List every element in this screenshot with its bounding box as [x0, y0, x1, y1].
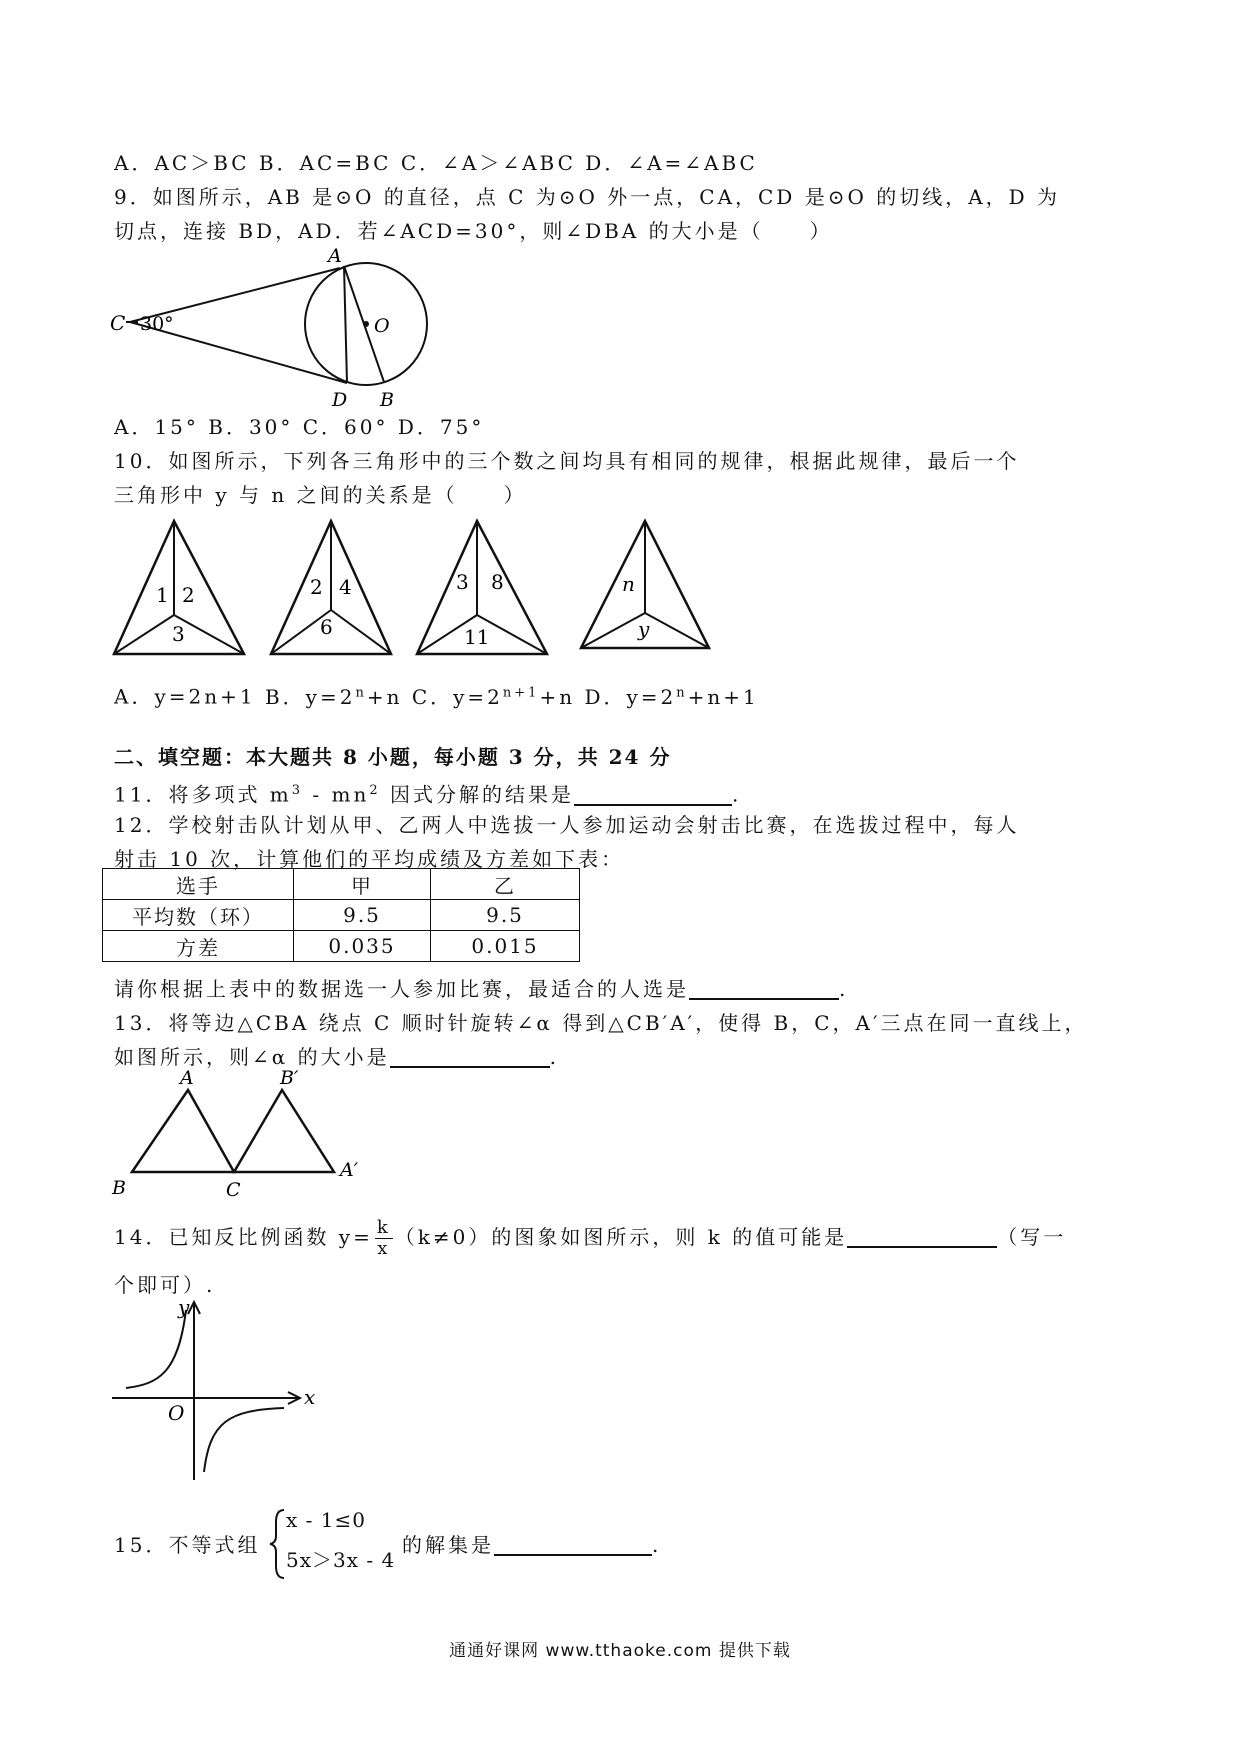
q12-text-line3: 请你根据上表中的数据选一人参加比赛，最适合的人选是 . — [114, 977, 849, 1001]
q10-t3-bottom: 11 — [464, 625, 490, 649]
q10-options — [114, 680, 759, 710]
q10-t2-right: 4 — [339, 575, 352, 599]
q10-triangle-2 — [271, 521, 391, 654]
q11-text: 11．将多项式 $m^3 - mn^2$ 因式分解的结果是 . — [114, 782, 742, 807]
q9-text-line2: 切点，连接 BD，AD．若∠ACD=30°，则∠DBA 的大小是（ ） — [114, 219, 833, 243]
section2-heading: 二、填空题：本大题共 8 小题，每小题 3 分，共 24 分 — [114, 745, 672, 769]
q11-answer-blank[interactable] — [574, 782, 732, 806]
q13-triangle-cba — [132, 1090, 234, 1172]
q9-label-b: B — [380, 389, 394, 411]
q8-options: A．AC＞BC B．AC=BC C．∠A＞∠ABC D．∠A=∠ABC — [114, 151, 758, 175]
q10-option-a: A．y=2n+1 — [114, 684, 256, 709]
q10-triangle-4 — [581, 521, 709, 648]
q10-text-line2: 三角形中 y 与 n 之间的关系是（ ） — [114, 483, 527, 507]
q10-triangle-1 — [114, 521, 244, 654]
q9-text-line1: 9．如图所示，AB 是⊙O 的直径，点 C 为⊙O 外一点，CA，CD 是⊙O 的切线，A，D 为 — [114, 185, 1061, 209]
table-cell: 平均数（环） — [103, 900, 294, 931]
q10-option-d: D．$y=2^n+n+1$ — [584, 684, 759, 709]
q13-answer-blank[interactable] — [390, 1044, 550, 1068]
q10-t3-left: 3 — [456, 570, 469, 594]
q13-label-b-prime: B′ — [280, 1067, 299, 1089]
q15-brace-icon — [268, 1508, 288, 1580]
q14-hyperbola-graph — [108, 1296, 328, 1482]
table-row — [103, 900, 580, 931]
table-cell: 9.5 — [431, 900, 580, 931]
q9-label-c: C — [110, 311, 126, 335]
q12-text-line2: 射击 10 次，计算他们的平均成绩及方差如下表： — [114, 847, 625, 871]
q10-t4-bottom: y — [638, 617, 650, 641]
q9-center-dot — [363, 321, 369, 327]
q10-t1-bottom: 3 — [172, 622, 185, 646]
table-cell: 9.5 — [294, 900, 431, 931]
q10-text-line1: 10．如图所示，下列各三角形中的三个数之间均具有相同的规律，根据此规律，最后一个 — [114, 449, 1020, 473]
q10-t2-bottom: 6 — [320, 615, 333, 639]
q14-text-line2: 个即可）. — [114, 1273, 216, 1297]
q9-label-o: O — [374, 315, 390, 337]
hyperbola-branch-upper-left — [126, 1310, 186, 1388]
q10-t1-left: 1 — [156, 583, 169, 607]
q10-t2-left: 2 — [310, 575, 323, 599]
table-cell: 甲 — [294, 869, 431, 900]
q13-label-a-prime: A′ — [340, 1159, 359, 1181]
page-footer: 通通好课网 www.tthaoke.com 提供下载 — [449, 1641, 791, 1661]
q14-text-line1: 14．已知反比例函数 y= $\frac{k}{x}$ （k≠0）的图象如图所示，则 k 的值可能是 （写一 — [114, 1217, 1067, 1259]
q9-label-a: A — [328, 245, 342, 267]
q10-triangle-3 — [417, 521, 547, 654]
table-cell: 0.015 — [431, 931, 580, 962]
table-row — [103, 931, 580, 962]
q10-t1-right: 2 — [182, 583, 195, 607]
q10-t3-right: 8 — [491, 570, 504, 594]
q10-triangles-figure — [110, 516, 720, 661]
hyperbola-branch-lower-right — [204, 1408, 284, 1472]
q15-label: 15．不等式组 — [114, 1533, 261, 1557]
q9-chord-ad — [344, 266, 347, 383]
q13-text-line1: 13．将等边△CBA 绕点 C 顺时针旋转∠α 得到△CB′A′，使得 B，C，A′三点在同一直线上， — [114, 1011, 1088, 1035]
q15-answer-blank[interactable] — [494, 1532, 652, 1556]
q13-triangle-cb2a2 — [234, 1090, 334, 1172]
q13-label-b: B — [112, 1177, 126, 1199]
q12-text-line1: 12．学校射击队计划从甲、乙两人中选拔一人参加运动会射击比赛，在选拔过程中，每人 — [114, 813, 1020, 837]
q14-fraction: $\frac{k}{x}$ — [376, 1217, 391, 1259]
table-cell: 0.035 — [294, 931, 431, 962]
q15-inequality-1: x - 1≤0 — [286, 1508, 366, 1532]
q10-option-c: C．$y=2^{n+1}+n$ — [411, 684, 576, 709]
q12-answer-blank[interactable] — [689, 976, 839, 1000]
q10-t4-left: n — [622, 572, 635, 596]
q9-label-angle: 30° — [140, 313, 174, 335]
table-row — [103, 869, 580, 900]
q15-inequality-2: 5x＞3x - 4 — [286, 1548, 396, 1572]
q13-rotation-figure — [108, 1066, 378, 1206]
q13-text-line2: 如图所示，则∠α 的大小是 . — [114, 1045, 559, 1069]
q9-circle-tangent-figure — [100, 244, 450, 414]
q13-label-a: A — [180, 1067, 194, 1089]
table-cell: 乙 — [431, 869, 580, 900]
table-cell: 方差 — [103, 931, 294, 962]
graph-label-y: y — [178, 1296, 190, 1319]
graph-label-o: O — [168, 1401, 185, 1425]
q15-text-tail: 的解集是 . — [402, 1533, 662, 1557]
table-cell: 选手 — [103, 869, 294, 900]
q9-label-d: D — [332, 389, 348, 411]
graph-label-x: x — [304, 1385, 316, 1409]
q9-options: A．15° B．30° C．60° D．75° — [114, 415, 485, 439]
q12-score-table — [102, 868, 580, 962]
q14-answer-blank[interactable] — [847, 1224, 997, 1248]
q13-label-c: C — [226, 1179, 241, 1201]
q10-option-b: B．$y=2^n+n$ — [264, 684, 403, 709]
